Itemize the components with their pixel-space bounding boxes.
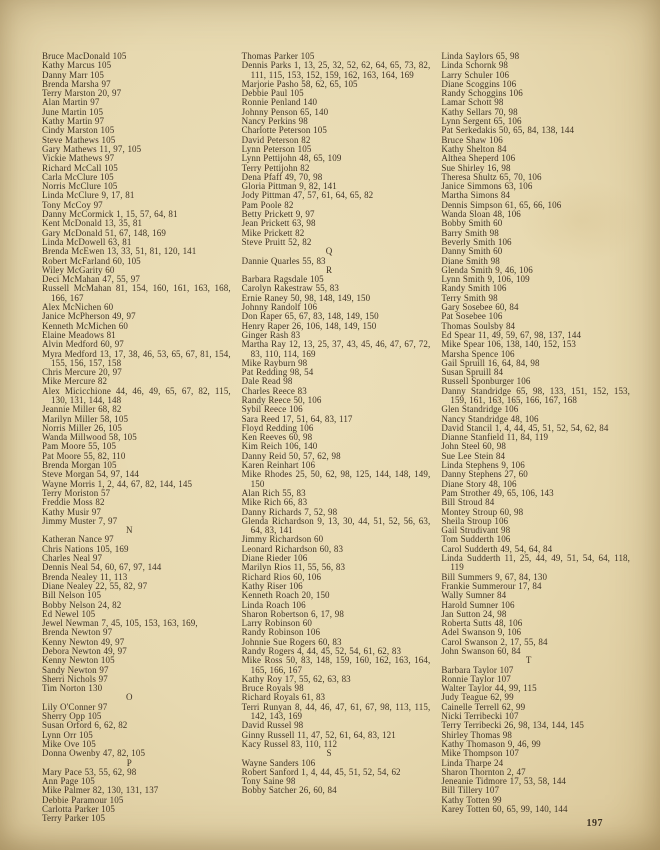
index-entry: Marilyn Rios 11, 55, 56, 83: [241, 562, 346, 573]
index-entry: Adel Swanson 9, 106: [441, 627, 522, 638]
index-entry: Lynn Orr 105: [42, 729, 93, 740]
index-entry: Jan Sutton 24, 98: [441, 608, 507, 619]
index-entry: Sara Reed 17, 51, 64, 83, 117: [241, 413, 353, 424]
index-entry: Ken Reeves 60, 98: [241, 432, 313, 443]
index-entry: Elaine Meadows 81: [42, 329, 116, 340]
index-entry: Nancy Perkins 98: [241, 116, 308, 127]
index-entry: Carol Swanson 2, 17, 55, 84: [441, 636, 548, 647]
index-entry: Mike Thompson 107: [441, 748, 519, 759]
index-entry: Deci McMahan 47, 55, 97: [42, 274, 140, 285]
index-column: [42, 52, 231, 824]
index-entry: Bill Stroud 84: [441, 497, 495, 508]
index-entry: Thomas Parker 105: [241, 51, 315, 61]
index-entry: Alan Martin 97: [42, 97, 100, 108]
index-entry: Russell Sponburger 106: [441, 376, 531, 387]
index-entry: Theresa Shultz 65, 70, 106: [441, 171, 542, 182]
index-entry: David Russel 98: [241, 720, 304, 731]
index-entry: Danny McCormick 1, 15, 57, 64, 81: [42, 209, 178, 220]
index-entry: Mike Mercure 82: [42, 376, 108, 387]
index-entry: Carlotta Parker 105: [42, 804, 115, 815]
index-entry: Glenda Richardson 9, 13, 30, 44, 51, 52, 56, 63, 64, 83, 141: [241, 515, 431, 536]
index-entry: Johnny Randolf 106: [241, 302, 318, 313]
index-column: [441, 52, 630, 824]
index-entry: Kathy Marcus 105: [42, 60, 112, 71]
index-entry: Kacy Russel 83, 110, 112: [241, 738, 338, 749]
index-entry: Terry Smith 98: [441, 292, 498, 303]
index-entry: Terry Pettijohn 82: [241, 162, 310, 173]
index-entry: Alvin Medford 60, 97: [42, 339, 124, 350]
index-entry: Danny Reid 50, 57, 62, 98: [241, 450, 341, 461]
index-entry: Linda Tharpe 24: [441, 757, 504, 768]
index-entry: Carla McClure 105: [42, 171, 114, 182]
index-entry: Carol Sudderth 49, 54, 64, 84: [441, 543, 553, 554]
index-entry: Myra Medford 13, 17, 38, 46, 53, 65, 67, 81, 154, 155, 156, 157, 158: [42, 348, 231, 368]
index-entry: Cainelle Terrell 62, 99: [441, 701, 526, 712]
index-entry: Barbara Taylor 107: [441, 664, 514, 675]
index-entry: Wiley McGarity 60: [42, 264, 115, 275]
index-entry: Dennis Simpson 61, 65, 66, 106: [441, 199, 562, 210]
index-entry: Larry Schuler 106: [441, 69, 510, 80]
index-entry: Susan Orford 6, 62, 82: [42, 720, 128, 731]
index-entry: Sybil Reece 106: [241, 404, 303, 415]
index-entry: Carolyn Rakestraw 55, 83: [241, 283, 339, 294]
index-entry: Bobby Satcher 26, 60, 84: [241, 785, 337, 796]
index-entry: Debbie Paramour 105: [42, 794, 124, 805]
index-entry: Sue Lee Stein 84: [441, 450, 506, 461]
index-entry: Kathy Thomason 9, 46, 99: [441, 738, 541, 749]
index-entry: Gary Mathews 11, 97, 105: [42, 143, 142, 154]
index-entry: Russell McMahan 81, 154, 160, 161, 163, 168, 166, 167: [42, 283, 231, 303]
index-entry: Lynn Sergent 65, 106: [441, 116, 522, 127]
index-entry: Sharon Thornton 2, 47: [441, 766, 526, 777]
index-entry: Bobby Smith 60: [441, 218, 503, 229]
index-entry: Alex Micicchione 44, 46, 49, 65, 67, 82, 115, 130, 131, 144, 148: [42, 385, 231, 405]
index-entry: Brenda McEwen 13, 33, 51, 81, 120, 141: [42, 246, 197, 257]
index-entry: Linda Roach 106: [241, 599, 306, 610]
index-entry: Chris Mercure 20, 97: [42, 367, 122, 378]
index-entry: David Stancil 1, 4, 44, 45, 51, 52, 54, 62, 84: [441, 422, 609, 433]
index-entry: June Martin 105: [42, 106, 104, 117]
index-entry: Ernie Raney 50, 98, 148, 149, 150: [241, 292, 371, 303]
index-entry: Linda Schornk 98: [441, 60, 509, 71]
index-entry: Alan Rich 55, 83: [241, 487, 306, 498]
index-entry: Sharon Robertson 6, 17, 98: [241, 608, 344, 619]
index-entry: Tim Norton 130: [42, 683, 103, 694]
index-entry: Tony Saine 98: [241, 776, 296, 787]
index-entry: Diane Rieder 106: [241, 553, 308, 564]
index-entry: Pam Poole 82: [241, 199, 294, 210]
index-entry: Tom Sudderth 106: [441, 534, 511, 545]
index-entry: Kenneth Roach 20, 150: [241, 590, 330, 601]
index-entry: Lynn Smith 9, 106, 109: [441, 274, 530, 285]
index-entry: Robert McFarland 60, 105: [42, 255, 141, 266]
index-entry: Wally Sumner 84: [441, 590, 507, 601]
index-entry: Janice McPherson 49, 97: [42, 311, 136, 322]
index-entry: Norris McClure 105: [42, 181, 118, 192]
index-entry: Mike Rayburn 98: [241, 357, 308, 368]
index-entry: Ginger Rash 83: [241, 329, 301, 340]
index-entry: Diane Story 48, 106: [441, 478, 517, 489]
index-entry: Pat Moore 55, 82, 110: [42, 450, 126, 461]
index-entry: Dennis Neal 54, 60, 67, 97, 144: [42, 562, 162, 573]
index-entry: Vickie Mathews 97: [42, 153, 115, 164]
index-entry: Sandy Newton 97: [42, 664, 109, 675]
index-entry: Marilyn Miller 58, 105: [42, 413, 129, 424]
index-entry: Linda McDowell 63, 81: [42, 236, 132, 247]
index-entry: Harold Sumner 106: [441, 599, 515, 610]
index-entry: Steve Morgan 54, 97, 144: [42, 469, 139, 480]
index-entry: Linda Saylors 65, 98: [441, 51, 520, 61]
index-entry: Terry Marston 20, 97: [42, 88, 122, 99]
index-entry: Bruce MacDonald 105: [42, 51, 127, 61]
index-entry: Dena Pfaff 49, 70, 98: [241, 171, 323, 182]
index-entry: Jimmy Richardson 60: [241, 534, 324, 545]
index-entry: Marsha Spence 106: [441, 348, 515, 359]
section-letter: Q: [325, 246, 333, 257]
index-entry: Steve Pruitt 52, 82: [241, 236, 312, 247]
index-entry: Bobby Nelson 24, 82: [42, 599, 122, 610]
index-entry: Betty Prickett 9, 97: [241, 209, 315, 220]
index-entry: Kathy Riser 106: [241, 580, 303, 591]
index-entry: Norris Miller 26, 105: [42, 422, 122, 433]
index-entry: Johnnie Sue Rogers 60, 83: [241, 636, 342, 647]
index-column: [242, 52, 431, 824]
index-entry: Karen Reinhart 106: [241, 460, 316, 471]
index-entry: Richard Rios 60, 106: [241, 571, 322, 582]
index-entry: Larry Robinson 60: [241, 618, 312, 629]
index-entry: Kenny Newton 49, 97: [42, 636, 125, 647]
index-entry: Mary Pace 53, 55, 62, 98: [42, 766, 137, 777]
index-entry: Danny Stephens 27, 60: [441, 469, 528, 480]
index-entry: Randy Robinson 106: [241, 627, 321, 638]
index-entry: Kathy Totten 99: [441, 794, 502, 805]
index-entry: John Swanson 60, 84: [441, 646, 521, 656]
index-entry: Wanda Millwood 58, 105: [42, 432, 137, 443]
index-entry: Kathy Shelton 84: [441, 143, 507, 154]
index-entry: Kenny Newton 105: [42, 655, 115, 666]
index-entry: Lynn Pettijohn 48, 65, 109: [241, 153, 342, 164]
index-entry: Brenda Nealey 11, 113: [42, 571, 128, 582]
index-entry: Bruce Royals 98: [241, 683, 304, 694]
index-entry: Tony McCoy 97: [42, 199, 103, 210]
index-entry: Bill Nelson 105: [42, 590, 102, 601]
page-number: 197: [586, 818, 603, 829]
index-entry: Kathy Sellars 70, 98: [441, 106, 518, 117]
index-entry: Linda McClure 9, 17, 81: [42, 190, 135, 201]
index-entry: Linda Stephens 9, 106: [441, 460, 525, 471]
index-entry: Mike Prickett 82: [241, 227, 305, 238]
index-entry: Jean Prickett 63, 98: [241, 218, 316, 229]
index-entry: Beverly Smith 106: [441, 236, 512, 247]
index-entry: Marjorie Pasho 58, 62, 65, 105: [241, 78, 358, 89]
index-entry: Thomas Soulsby 84: [441, 320, 516, 331]
index-entry: Chris Nations 105, 169: [42, 543, 129, 554]
index-entry: Donna Owenby 47, 82, 105: [42, 748, 146, 759]
index-entry: Martha Simons 84: [441, 190, 511, 201]
index-entry: Kent McDonald 13, 35, 81: [42, 218, 143, 229]
index-entry: Kathy Musir 97: [42, 506, 101, 517]
index-entry: Steve Mathews 105: [42, 134, 116, 145]
index-entry: Alex McNichen 60: [42, 302, 114, 313]
index-entry: Lily O'Conner 97: [42, 701, 108, 712]
index-entry: Diane Smith 98: [441, 255, 500, 266]
index-entry: Bill Tillery 107: [441, 785, 500, 796]
index-entry: Randy Rogers 4, 44, 45, 52, 54, 61, 62, 83: [241, 646, 402, 656]
index-entry: Danny Richards 7, 52, 98: [241, 506, 338, 517]
index-entry: Glen Standridge 106: [441, 404, 519, 415]
index-entry: Judy Teague 62, 99: [441, 692, 514, 703]
index-entry: Terri Runyan 8, 44, 46, 47, 61, 67, 98, 113, 115, 142, 143, 169: [241, 701, 431, 722]
index-entry: Roberta Sutts 48, 106: [441, 618, 523, 629]
index-entry: Karey Totten 60, 65, 99, 140, 144: [441, 804, 568, 815]
index-entry: Brenda Marsha 97: [42, 78, 111, 89]
index-entry: Leonard Richardson 60, 83: [241, 543, 344, 554]
index-entry: Shirley Thomas 98: [441, 729, 512, 740]
index-entry: Charlotte Peterson 105: [241, 125, 327, 136]
index-entry: Ann Page 105: [42, 776, 95, 787]
index-entry: Walter Taylor 44, 99, 115: [441, 683, 537, 694]
index-entry: David Peterson 82: [241, 134, 311, 145]
index-entry: Frankie Summerour 17, 84: [441, 580, 542, 591]
index-entry: Richard Royals 61, 83: [241, 692, 326, 703]
index-entry: Jody Pittman 47, 57, 61, 64, 65, 82: [241, 190, 374, 201]
index-entry: Pat Sosebee 106: [441, 311, 503, 322]
index-entry: Sherri Nichols 97: [42, 673, 108, 684]
index-entry: Lamar Schott 98: [441, 97, 504, 108]
index-entry: Floyd Redding 106: [241, 422, 314, 433]
index-entry: Diane Scoggins 106: [441, 78, 517, 89]
index-entry: Althea Sheperd 106: [441, 153, 516, 164]
index-entry: Mike Ove 105: [42, 738, 96, 749]
index-entry: Gail Strudivant 98: [441, 525, 511, 536]
section-letter: O: [126, 692, 133, 703]
index-entry: Sue Shirley 16, 98: [441, 162, 511, 173]
index-entry: Debbie Paul 105: [241, 88, 304, 99]
index-entry: Mike Rhodes 25, 50, 62, 98, 125, 144, 148, 149, 150: [241, 469, 431, 489]
index-entry: Johnny Penson 65, 140: [241, 106, 329, 117]
index-entry: Freddie Moss 82: [42, 497, 105, 508]
index-entry: Ed Newel 105: [42, 608, 96, 619]
section-letter: P: [126, 757, 132, 768]
index-entry: Danny Marr 105: [42, 69, 104, 80]
index-entry: Don Raper 65, 67, 83, 148, 149, 150: [241, 311, 379, 322]
index-entry: Charles Neal 97: [42, 553, 103, 564]
index-entry: Gary McDonald 51, 67, 148, 169: [42, 227, 166, 238]
index-entry: Ed Spear 11, 49, 59, 67, 98, 137, 144: [441, 329, 582, 340]
index-entry: Ronnie Taylor 107: [441, 673, 511, 684]
index-entry: Nancy Standridge 48, 106: [441, 413, 539, 424]
index-entry: Brenda Morgan 105: [42, 460, 117, 471]
index-entry: Cindy Marston 105: [42, 125, 115, 136]
index-entry: Jeneanie Tidmore 17, 53, 58, 144: [441, 776, 567, 787]
index-entry: Mike Rich 66, 83: [241, 497, 308, 508]
index-entry: John Steel 60, 98: [441, 441, 506, 452]
index-entry: Glenda Smith 9, 46, 106: [441, 264, 533, 275]
index-entry: Dale Read 98: [241, 376, 293, 387]
index-entry: Danny Standridge 65, 98, 133, 151, 152, 153, 159, 161, 163, 165, 166, 167, 168: [441, 385, 631, 405]
index-entry: Mike Ross 50, 83, 148, 159, 160, 162, 163, 164, 165, 166, 167: [241, 655, 431, 675]
index-entry: Dannie Quarles 55, 83: [241, 255, 326, 266]
index-entry: Richard McCall 105: [42, 162, 118, 173]
index-entry: Wayne Sanders 106: [241, 757, 316, 768]
index-entry: Bruce Shaw 106: [441, 134, 503, 145]
section-letter: R: [325, 264, 333, 275]
index-entry: Barry Smith 98: [441, 227, 499, 238]
index-entry: Ronnie Penland 140: [241, 97, 318, 108]
index-entry: Janice Simmons 63, 106: [441, 181, 533, 192]
index-entry: Charles Reece 83: [241, 385, 307, 396]
index-entry: Diane Nealey 22, 55, 82, 97: [42, 580, 148, 591]
index-entry: Ginny Russell 11, 47, 52, 61, 64, 83, 121: [241, 729, 396, 740]
section-letter: N: [126, 525, 133, 536]
index-entry: Katheran Nance 97: [42, 534, 114, 545]
index-entry: Mike Palmer 82, 130, 131, 137: [42, 785, 159, 796]
index-entry: Dennis Parks 1, 13, 25, 32, 52, 62, 64, 65, 73, 82, 111, 115, 153, 152, 159, 162, 163, 164, 169: [241, 60, 431, 80]
index-entry: Pat Serkedakis 50, 65, 84, 138, 144: [441, 125, 575, 136]
index-entry: Montey Stroup 60, 98: [441, 506, 524, 517]
index-entry: Terry Moriston 57: [42, 487, 111, 498]
index-entry: Terry Parker 105: [42, 813, 106, 824]
index-entry: Mike Spear 106, 138, 140, 152, 153: [441, 339, 577, 350]
index-entry: Sherry Opp 105: [42, 711, 102, 722]
section-letter: S: [326, 748, 332, 759]
index-entry: Jeannie Miller 68, 82: [42, 404, 122, 415]
index-entry: Kim Reich 106, 140: [241, 441, 318, 452]
index-entry: Gary Sosebee 60, 84: [441, 302, 519, 313]
index-entry: Lynn Peterson 105: [241, 143, 312, 154]
index-entry: Barbara Ragsdale 105: [241, 274, 324, 285]
index-entry: Kathy Martin 97: [42, 116, 105, 127]
index-entry: Wayne Morris 1, 2, 44, 67, 82, 144, 145: [42, 478, 193, 489]
index-entry: Danny Smith 60: [441, 246, 503, 257]
index-entry: Randy Smith 106: [441, 283, 507, 294]
index-entry: Kenneth McMichen 60: [42, 320, 128, 331]
index-entry: Brenda Newton 97: [42, 627, 113, 638]
index-entry: Pam Strother 49, 65, 106, 143: [441, 487, 554, 498]
index-entry: Susan Spruill 84: [441, 367, 504, 378]
index-entry: Jimmy Muster 7, 97: [42, 515, 118, 526]
index-entry: Randy Reece 50, 106: [241, 394, 322, 405]
index-entry: Randy Schoggins 106: [441, 88, 523, 99]
index-entry: Linda Sudderth 11, 25, 44, 49, 51, 54, 64, 118, 119: [441, 553, 631, 573]
index-entry: Kathy Roy 17, 55, 62, 63, 83: [241, 673, 351, 684]
index-entry: Sheila Stroup 106: [441, 515, 509, 526]
index-entry: Bill Summers 9, 67, 84, 130: [441, 571, 548, 582]
index-entry: Wanda Sloan 48, 106: [441, 209, 521, 220]
index-entry: Jewel Newman 7, 45, 105, 153, 163, 169,: [42, 618, 198, 629]
index-entry: Henry Raper 26, 106, 148, 149, 150: [241, 320, 377, 331]
index-entry: Gloria Pittman 9, 82, 141: [241, 181, 337, 192]
index-entry: Pat Redding 98, 54: [241, 367, 314, 378]
index-entry: Dianne Stanfield 11, 84, 119: [441, 432, 549, 443]
section-letter: T: [525, 655, 532, 666]
index-entry: Robert Sanford 1, 4, 44, 45, 51, 52, 54, 62: [241, 766, 401, 777]
index-entry: Gail Spruill 16, 64, 84, 98: [441, 357, 540, 368]
index-entry: Nicki Terribecki 107: [441, 711, 519, 722]
index-entry: Terry Terribecki 26, 98, 134, 144, 145: [441, 720, 584, 731]
index-entry: Martha Ray 12, 13, 25, 37, 43, 45, 46, 47, 67, 72, 83, 110, 114, 169: [241, 339, 431, 359]
index-entry: Debora Newton 49, 97: [42, 646, 127, 656]
index-entry: Pam Moore 55, 105: [42, 441, 117, 452]
